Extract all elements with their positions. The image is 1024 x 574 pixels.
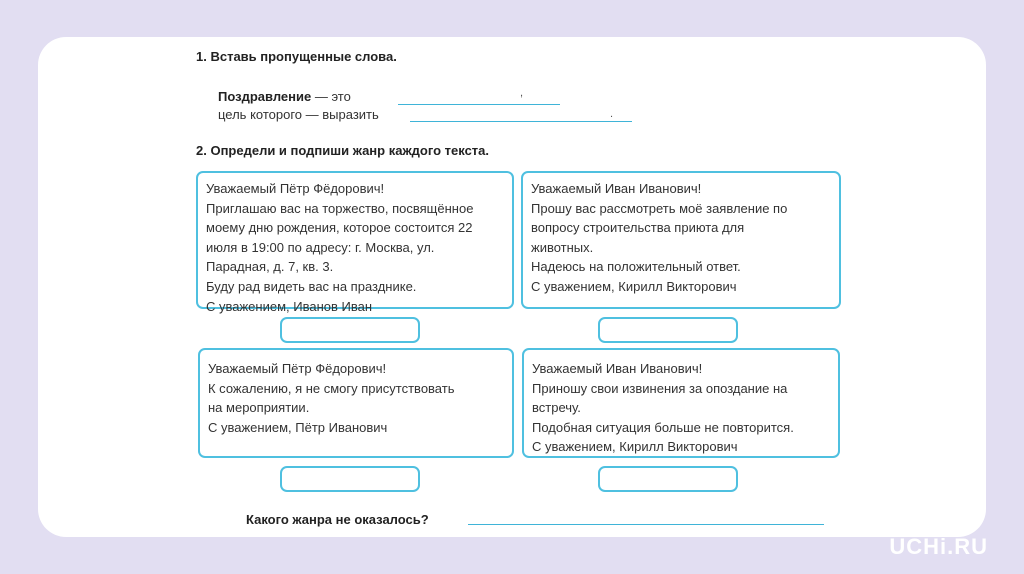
- text-line: Буду рад видеть вас на празднике.: [206, 278, 417, 294]
- text-line: Приношу свои извинения за опоздание на: [532, 380, 788, 396]
- text-line: Надеюсь на положительный ответ.: [531, 259, 741, 275]
- text-line: Парадная, д. 7, кв. 3.: [206, 259, 334, 275]
- blank-1[interactable]: [398, 104, 560, 105]
- text-line: С уважением, Иванов Иван: [206, 298, 373, 314]
- text-box-1: [196, 171, 514, 314]
- text-box-3: [198, 348, 514, 458]
- text-box-2: [521, 171, 841, 309]
- answer-box-4[interactable]: [598, 466, 738, 492]
- text-line: июля в 19:00 по адресу: г. Москва, ул.: [206, 239, 435, 255]
- task1-line2: цель которого — выразить: [218, 107, 379, 122]
- question-answer-line[interactable]: [468, 524, 824, 525]
- worksheet-card: [38, 37, 986, 537]
- text-line: Прошу вас рассмотреть моё заявление по: [531, 200, 788, 216]
- text-line: животных.: [531, 239, 594, 255]
- task2-heading: 2. Определи и подпиши жанр каждого текста.: [196, 143, 490, 158]
- text-line: Приглашаю вас на торжество, посвящённое: [206, 200, 474, 216]
- text-line: на мероприятии.: [208, 400, 310, 416]
- text-line: Уважаемый Иван Иванович!: [532, 361, 703, 376]
- task1-heading: 1. Вставь пропущенные слова.: [196, 49, 397, 64]
- text-line: Уважаемый Пётр Фёдорович!: [208, 361, 387, 376]
- task1-line1: [218, 89, 351, 104]
- answer-box-3[interactable]: [280, 466, 420, 492]
- text-line: С уважением, Кирилл Викторович: [531, 278, 737, 294]
- text-line: моему дню рождения, которое состоится 22: [206, 220, 473, 236]
- answer-box-2[interactable]: [598, 317, 738, 343]
- blank-2-period: .: [610, 108, 614, 120]
- text-line: Подобная ситуация больше не повторится.: [532, 419, 794, 435]
- task1-line1-rest: — это: [311, 89, 351, 104]
- text-line: С уважением, Кирилл Викторович: [532, 439, 738, 455]
- blank-1-comma: ,: [520, 87, 524, 99]
- question-text: Какого жанра не оказалось?: [246, 512, 429, 527]
- text-line: С уважением, Пётр Иванович: [208, 419, 388, 435]
- uchi-watermark: UCHi.RU: [889, 534, 988, 559]
- text-line: Уважаемый Пётр Фёдорович!: [206, 181, 385, 196]
- answer-box-1[interactable]: [280, 317, 420, 343]
- blank-2[interactable]: [410, 121, 632, 122]
- text-line: Уважаемый Иван Иванович!: [531, 181, 702, 196]
- term-poздравление: Поздравление: [218, 89, 312, 104]
- text-box-4: [522, 348, 840, 458]
- text-line: встречу.: [532, 400, 581, 416]
- text-line: вопросу строительства приюта для: [531, 220, 745, 236]
- text-line: К сожалению, я не смогу присутствовать: [208, 380, 455, 396]
